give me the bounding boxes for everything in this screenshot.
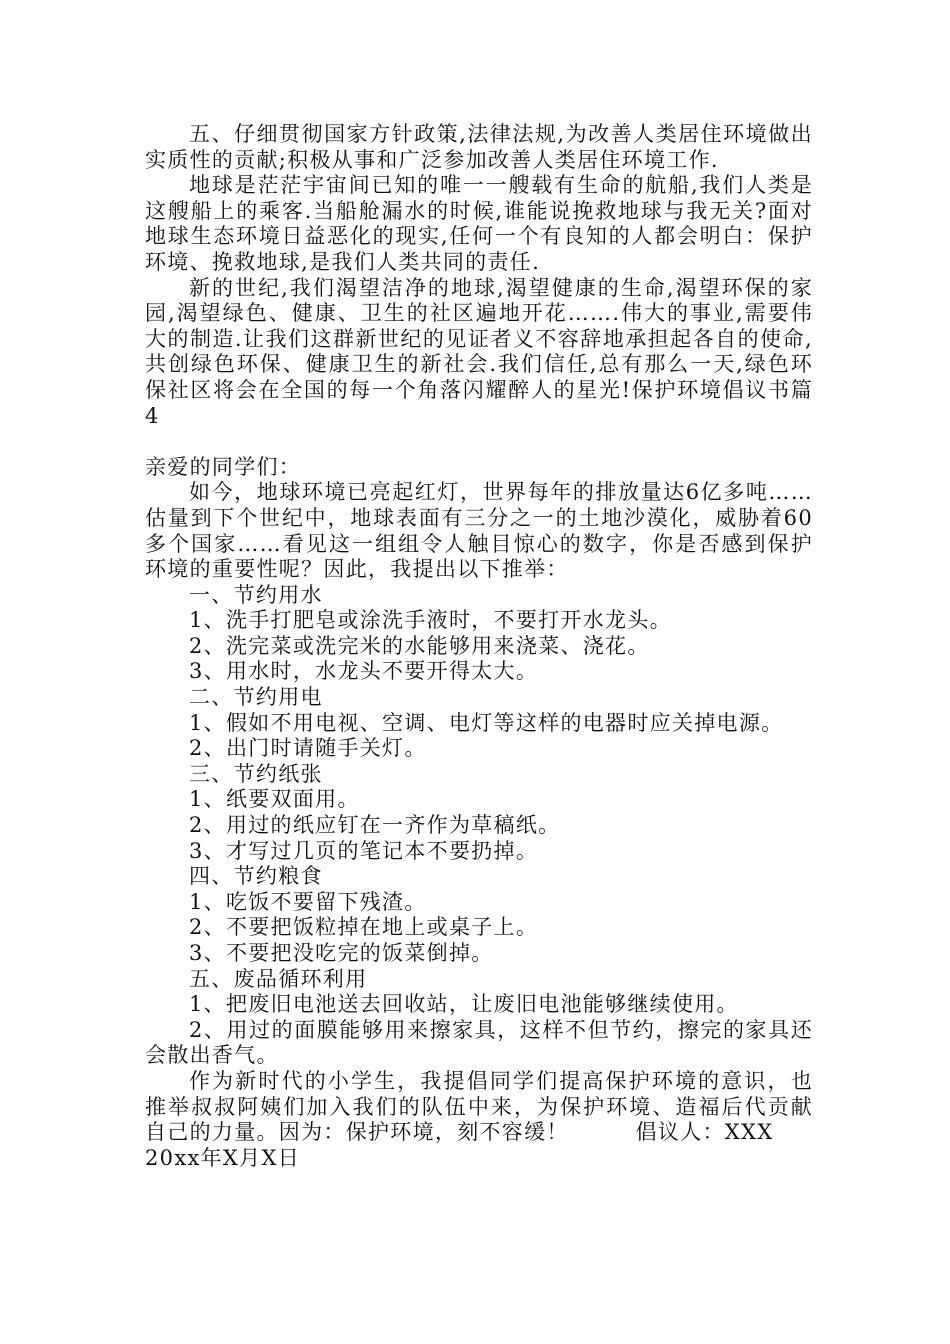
list-item: 2、用过的纸应钉在一齐作为草稿纸。 xyxy=(189,813,561,838)
list-item: 1、吃饭不要留下残渣。 xyxy=(189,889,427,914)
document-page xyxy=(145,122,813,1171)
list-item: 2、洗完菜或洗完米的水能够用来浇菜、浇花。 xyxy=(189,633,650,658)
list-item: 2、不要把饭粒掉在地上或桌子上。 xyxy=(189,915,539,940)
list-item: 1、把废旧电池送去回收站，让废旧电池能够继续使用。 xyxy=(189,992,739,1017)
list-item: 3、用水时，水龙头不要开得太大。 xyxy=(189,659,539,684)
date-line: 20xx年X月X日 xyxy=(145,1145,301,1170)
list-item: 2、出门时请随手关灯。 xyxy=(189,736,427,761)
paragraph-intro: 如今，地球环境已亮起红灯，世界每年的排放量达6亿多吨……估量到下个世纪中，地球表面有三分之一的土地沙漠化，威胁着60多个国家……看见这一组组令人触目惊心的数字，你是否感到保护环境的重要性呢？因此，我提出以下推举： xyxy=(145,480,813,582)
section-heading-electricity: 二、节约用电 xyxy=(189,685,323,710)
paragraph-closing: 作为新时代的小学生，我提倡同学们提高保护环境的意识，也推举叔叔阿姨们加入我们的队伍中来，为保护环境、造福后代贡献自己的力量。因为：保护环境，刻不容缓！ 倡议人：XXX xyxy=(145,1068,813,1145)
section-heading-recycling: 五、废品循环利用 xyxy=(189,966,368,991)
list-item: 3、才写过几页的笔记本不要扔掉。 xyxy=(189,838,539,863)
section-heading-food: 四、节约粮食 xyxy=(189,864,323,889)
list-item: 3、不要把没吃完的饭菜倒掉。 xyxy=(189,941,494,965)
greeting-line: 亲爱的同学们： xyxy=(145,454,302,479)
blank-line xyxy=(145,429,813,455)
section-heading-water: 一、节约用水 xyxy=(189,582,323,607)
list-item: 1、洗手打肥皂或涂洗手液时，不要打开水龙头。 xyxy=(189,608,672,633)
paragraph-5-policy: 五、仔细贯彻国家方针政策,法律法规,为改善人类居住环境做出实质性的贡献;积极从事和广泛参加改善人类居住环境工作. xyxy=(145,122,813,172)
list-item: 1、纸要双面用。 xyxy=(189,787,360,812)
list-item: 1、假如不用电视、空调、电灯等这样的电器时应关掉电源。 xyxy=(189,710,784,735)
paragraph-new-century: 新的世纪,我们渴望洁净的地球,渴望健康的生命,渴望环保的家园,渴望绿色、健康、卫生的社区遍地开花…….伟大的事业,需要伟大的制造.让我们这群新世纪的见证者义不容辞地承担起各自的使命,共创绿色环保、健康卫生的新社会.我们信任,总有那么一天,绿色环保社区将会在全国的每一个角落闪耀醉人的星光!保护环境倡议书篇4 xyxy=(145,275,813,428)
section-heading-paper: 三、节约纸张 xyxy=(189,761,323,786)
paragraph-earth-ship: 地球是茫茫宇宙间已知的唯一一艘载有生命的航船,我们人类是这艘船上的乘客.当船舱漏水的时候,谁能说挽救地球与我无关?面对地球生态环境日益恶化的现实,任何一个有良知的人都会明白：保护环境、挽救地球,是我们人类共同的责任. xyxy=(145,173,813,274)
list-item: 2、用过的面膜能够用来擦家具，这样不但节约，擦完的家具还会散出香气。 xyxy=(145,1017,813,1068)
